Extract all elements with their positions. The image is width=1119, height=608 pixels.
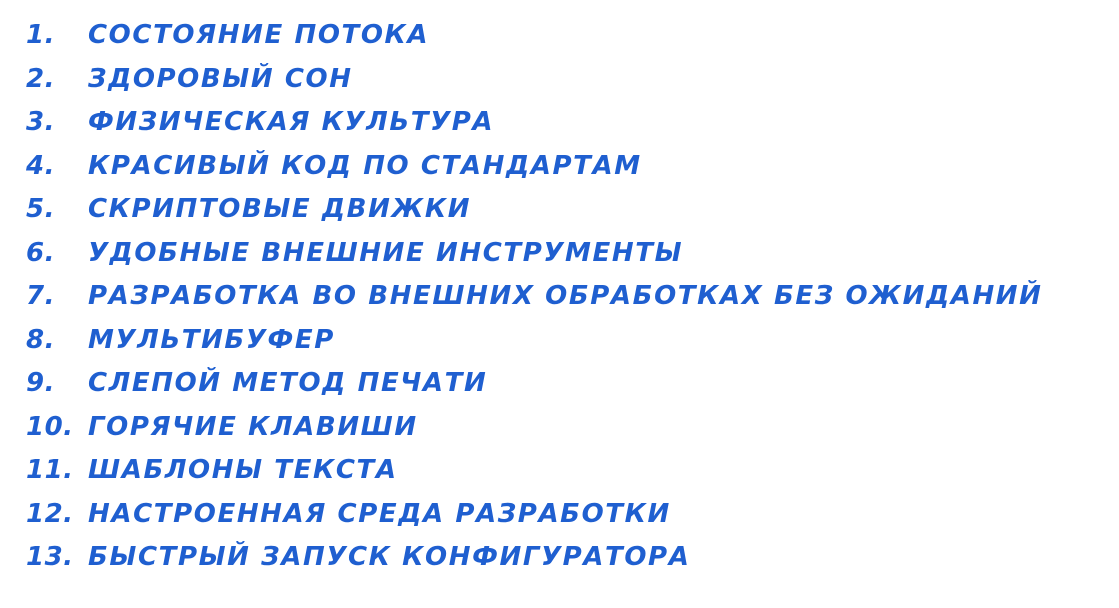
list-item: [26, 449, 1119, 493]
numbered-list: [26, 14, 1119, 580]
list-item-label: БЫСТРЫЙ ЗАПУСК КОНФИГУРАТОРА: [88, 542, 691, 572]
list-item-number: 1.: [26, 20, 55, 50]
list-item: [26, 536, 1119, 580]
list-item-label: ЗДОРОВЫЙ СОН: [88, 63, 353, 94]
list-item-number: 13.: [26, 542, 74, 572]
list-item-label: ШАБЛОНЫ ТЕКСТА: [88, 455, 398, 485]
list-item: [26, 188, 1119, 232]
list-item: [26, 58, 1119, 102]
list-item-number: 5.: [26, 194, 55, 224]
list-item: [26, 14, 1119, 58]
list-item-number: 7.: [26, 281, 55, 311]
list-item-number: 12.: [26, 498, 74, 529]
list-item-label: ФИЗИЧЕСКАЯ КУЛЬТУРА: [88, 107, 495, 137]
list-item-number: 8.: [26, 324, 55, 355]
list-item: [26, 275, 1119, 319]
list-item-number: 11.: [26, 455, 74, 485]
list-item-label: МУЛЬТИБУФЕР: [88, 324, 335, 355]
list-item-label: СОСТОЯНИЕ ПОТОКА: [88, 20, 430, 50]
list-item-label: СЛЕПОЙ МЕТОД ПЕЧАТИ: [88, 368, 488, 398]
list-item: [26, 145, 1119, 189]
list-item: [26, 362, 1119, 406]
list-item: [26, 232, 1119, 276]
list-item-label: СКРИПТОВЫЕ ДВИЖКИ: [88, 194, 472, 224]
list-item-number: 10.: [26, 411, 74, 442]
list-item: [26, 101, 1119, 145]
list-item-number: 9.: [26, 368, 55, 398]
list-item-number: 2.: [26, 63, 55, 94]
list-item-number: 4.: [26, 150, 55, 181]
list-item-label: ГОРЯЧИЕ КЛАВИШИ: [88, 411, 418, 442]
list-item-number: 6.: [26, 237, 55, 268]
list-item: [26, 319, 1119, 363]
list-item-label: НАСТРОЕННАЯ СРЕДА РАЗРАБОТКИ: [88, 498, 671, 529]
list-item: [26, 493, 1119, 537]
list-item-label: РАЗРАБОТКА ВО ВНЕШНИХ ОБРАБОТКАХ БЕЗ ОЖИДАНИЙ: [88, 281, 1043, 311]
list-item-label: УДОБНЫЕ ВНЕШНИЕ ИНСТРУМЕНТЫ: [88, 237, 684, 268]
list-item: [26, 406, 1119, 450]
list-item-label: КРАСИВЫЙ КОД ПО СТАНДАРТАМ: [88, 150, 642, 181]
list-item-number: 3.: [26, 107, 55, 137]
